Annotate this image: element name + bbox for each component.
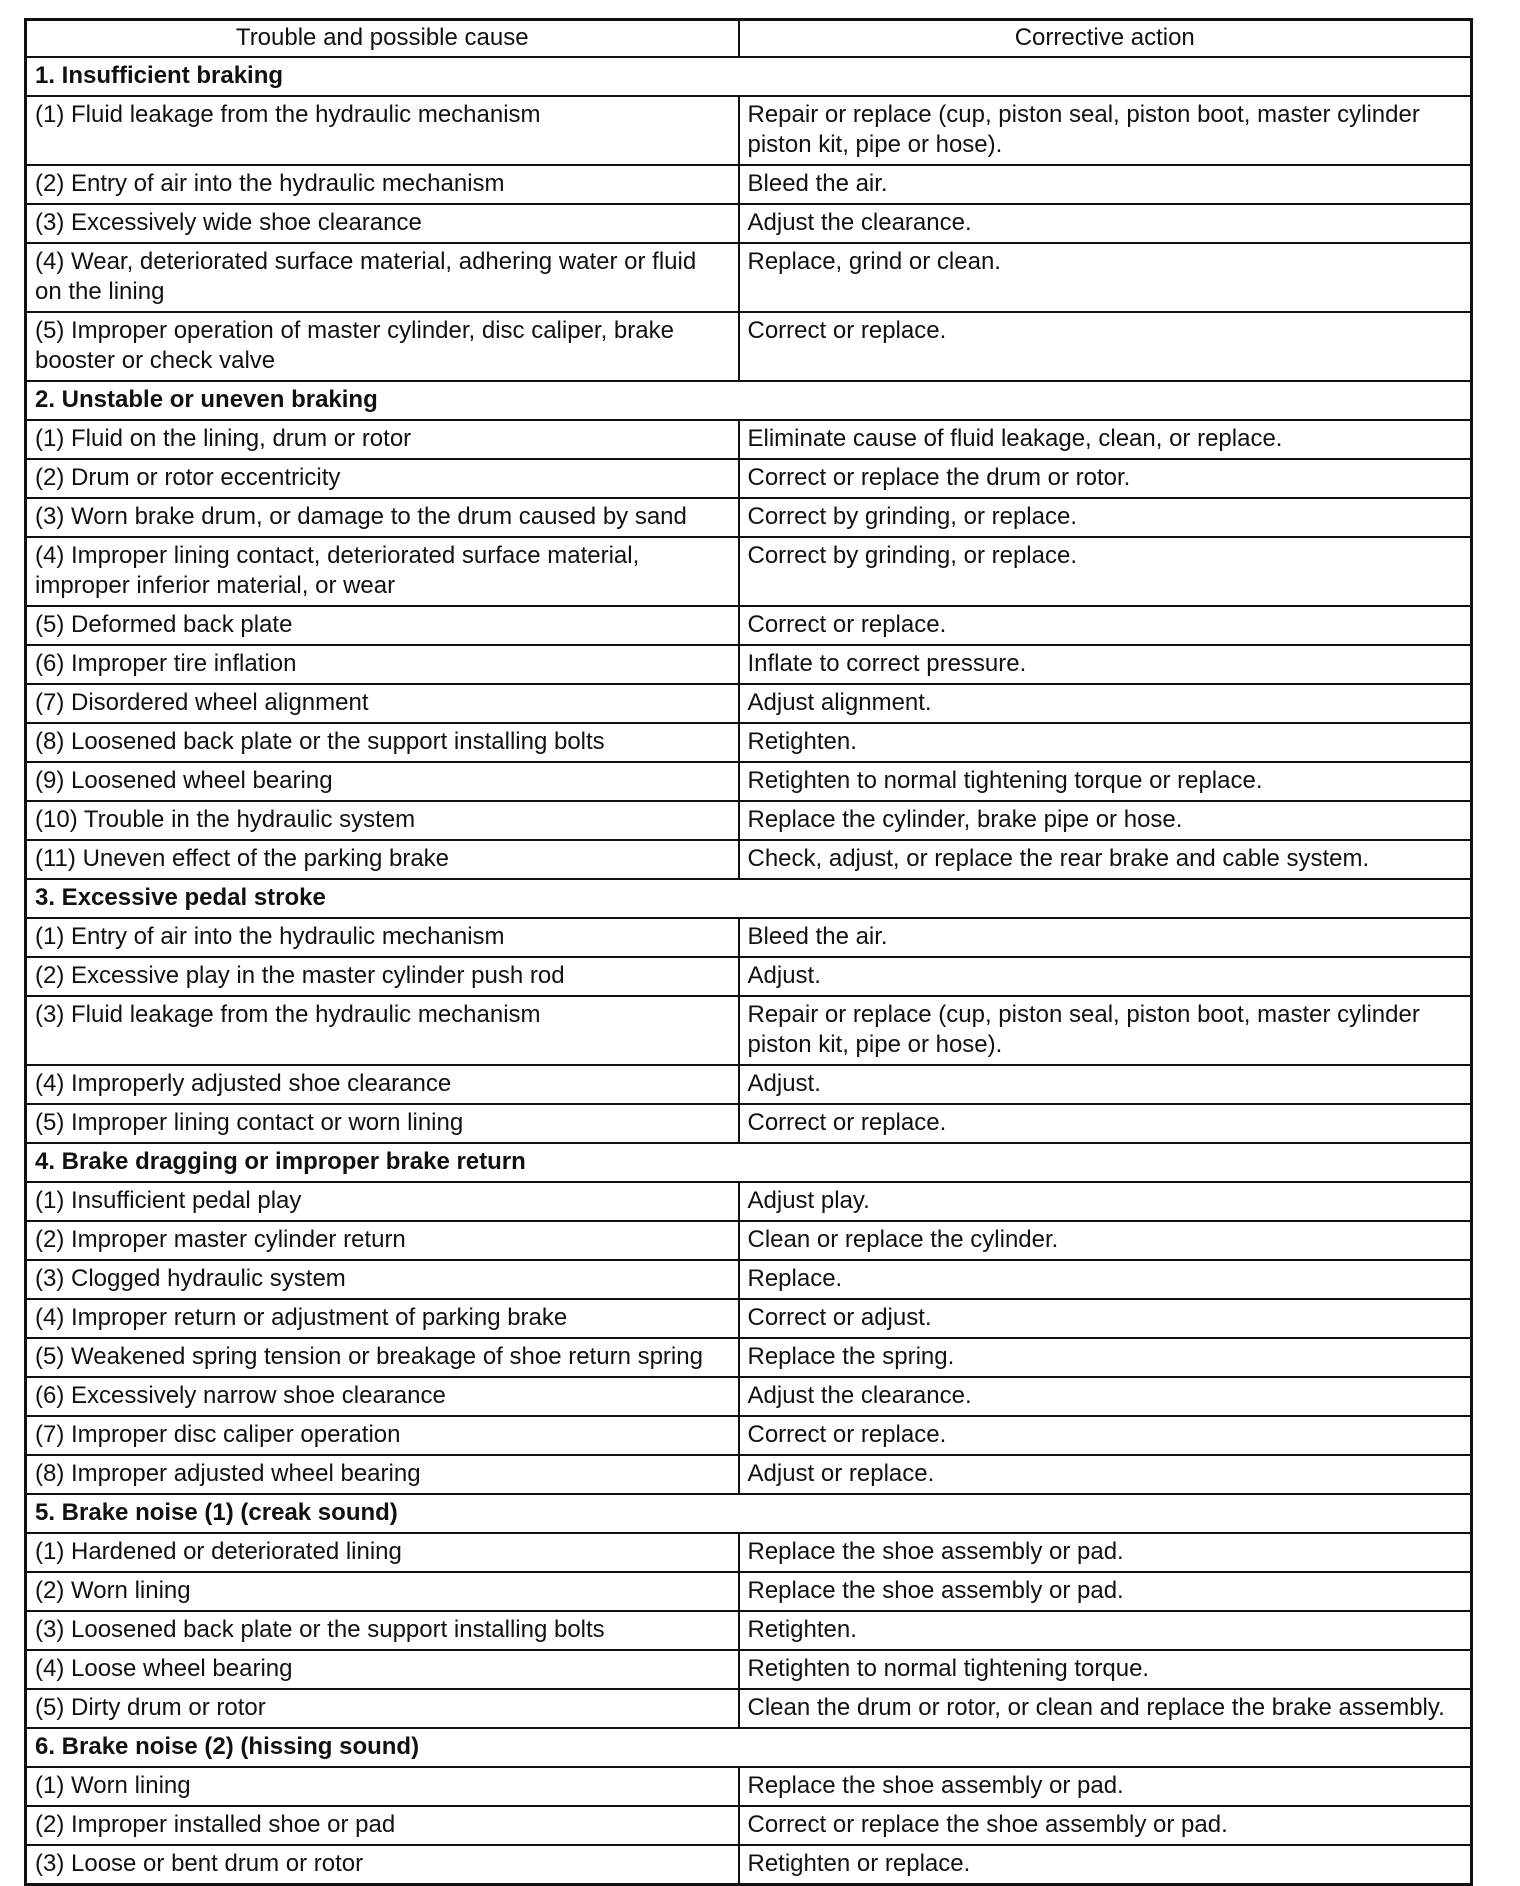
action-cell: Check, adjust, or replace the rear brake and cable system.: [739, 840, 1472, 879]
section-title: 6. Brake noise (2) (hissing sound): [26, 1728, 1472, 1767]
action-cell: Correct or replace the drum or rotor.: [739, 459, 1472, 498]
table-row: [26, 1806, 1472, 1845]
action-cell: Replace, grind or clean.: [739, 243, 1472, 312]
table-body: [26, 57, 1472, 1885]
cause-cell: (1) Fluid leakage from the hydraulic mechanism: [26, 96, 739, 165]
action-cell: Adjust play.: [739, 1182, 1472, 1221]
table-row: [26, 1260, 1472, 1299]
action-cell: Correct or replace.: [739, 312, 1472, 381]
cause-cell: (3) Worn brake drum, or damage to the drum caused by sand: [26, 498, 739, 537]
action-cell: Retighten to normal tightening torque or replace.: [739, 762, 1472, 801]
action-cell: Inflate to correct pressure.: [739, 645, 1472, 684]
action-cell: Clean or replace the cylinder.: [739, 1221, 1472, 1260]
action-cell: Correct or replace.: [739, 1416, 1472, 1455]
table-row: [26, 1377, 1472, 1416]
cause-cell: (2) Improper master cylinder return: [26, 1221, 739, 1260]
action-cell: Repair or replace (cup, piston seal, piston boot, master cylinder piston kit, pipe or hose).: [739, 96, 1472, 165]
header-action: Corrective action: [739, 20, 1472, 58]
table-row: [26, 165, 1472, 204]
action-cell: Adjust the clearance.: [739, 1377, 1472, 1416]
cause-cell: (10) Trouble in the hydraulic system: [26, 801, 739, 840]
action-cell: Retighten to normal tightening torque.: [739, 1650, 1472, 1689]
table-row: [26, 762, 1472, 801]
cause-cell: (5) Dirty drum or rotor: [26, 1689, 739, 1728]
cause-cell: (5) Improper lining contact or worn lining: [26, 1104, 739, 1143]
action-cell: Correct or replace.: [739, 606, 1472, 645]
table-row: [26, 840, 1472, 879]
action-cell: Correct or adjust.: [739, 1299, 1472, 1338]
table-row: [26, 96, 1472, 165]
action-cell: Retighten.: [739, 1611, 1472, 1650]
action-cell: Retighten.: [739, 723, 1472, 762]
action-cell: Adjust.: [739, 957, 1472, 996]
table-row: [26, 1065, 1472, 1104]
action-cell: Bleed the air.: [739, 918, 1472, 957]
cause-cell: (1) Hardened or deteriorated lining: [26, 1533, 739, 1572]
cause-cell: (3) Loose or bent drum or rotor: [26, 1845, 739, 1885]
action-cell: Eliminate cause of fluid leakage, clean, or replace.: [739, 420, 1472, 459]
table-row: [26, 723, 1472, 762]
cause-cell: (1) Fluid on the lining, drum or rotor: [26, 420, 739, 459]
table-row: [26, 957, 1472, 996]
cause-cell: (5) Deformed back plate: [26, 606, 739, 645]
cause-cell: (4) Wear, deteriorated surface material, adhering water or fluid on the lining: [26, 243, 739, 312]
table-row: [26, 1845, 1472, 1885]
action-cell: Clean the drum or rotor, or clean and replace the brake assembly.: [739, 1689, 1472, 1728]
table-row: [26, 1611, 1472, 1650]
table-row: [26, 1533, 1472, 1572]
section-title: 4. Brake dragging or improper brake return: [26, 1143, 1472, 1182]
cause-cell: (4) Improperly adjusted shoe clearance: [26, 1065, 739, 1104]
section-title: 2. Unstable or uneven braking: [26, 381, 1472, 420]
header-row: [26, 20, 1472, 58]
action-cell: Adjust alignment.: [739, 684, 1472, 723]
action-cell: Replace the shoe assembly or pad.: [739, 1533, 1472, 1572]
table-row: [26, 918, 1472, 957]
table-row: [26, 1767, 1472, 1806]
section-title: 1. Insufficient braking: [26, 57, 1472, 96]
action-cell: Correct or replace.: [739, 1104, 1472, 1143]
section-row: [26, 879, 1472, 918]
cause-cell: (1) Worn lining: [26, 1767, 739, 1806]
section-title: 3. Excessive pedal stroke: [26, 879, 1472, 918]
cause-cell: (2) Excessive play in the master cylinder push rod: [26, 957, 739, 996]
table-row: [26, 684, 1472, 723]
action-cell: Replace the cylinder, brake pipe or hose.: [739, 801, 1472, 840]
cause-cell: (6) Improper tire inflation: [26, 645, 739, 684]
troubleshooting-table-container: [24, 18, 1470, 1886]
table-row: [26, 1416, 1472, 1455]
action-cell: Replace the shoe assembly or pad.: [739, 1767, 1472, 1806]
section-row: [26, 1143, 1472, 1182]
table-row: [26, 606, 1472, 645]
section-row: [26, 1494, 1472, 1533]
table-row: [26, 1689, 1472, 1728]
cause-cell: (7) Improper disc caliper operation: [26, 1416, 739, 1455]
table-row: [26, 996, 1472, 1065]
cause-cell: (1) Insufficient pedal play: [26, 1182, 739, 1221]
action-cell: Adjust or replace.: [739, 1455, 1472, 1494]
table-row: [26, 204, 1472, 243]
cause-cell: (3) Loosened back plate or the support installing bolts: [26, 1611, 739, 1650]
table-row: [26, 1182, 1472, 1221]
cause-cell: (3) Clogged hydraulic system: [26, 1260, 739, 1299]
cause-cell: (2) Entry of air into the hydraulic mechanism: [26, 165, 739, 204]
section-row: [26, 381, 1472, 420]
cause-cell: (7) Disordered wheel alignment: [26, 684, 739, 723]
table-row: [26, 1221, 1472, 1260]
cause-cell: (2) Improper installed shoe or pad: [26, 1806, 739, 1845]
cause-cell: (2) Worn lining: [26, 1572, 739, 1611]
action-cell: Adjust.: [739, 1065, 1472, 1104]
table-row: [26, 1104, 1472, 1143]
cause-cell: (6) Excessively narrow shoe clearance: [26, 1377, 739, 1416]
table-row: [26, 312, 1472, 381]
action-cell: Bleed the air.: [739, 165, 1472, 204]
action-cell: Replace.: [739, 1260, 1472, 1299]
cause-cell: (1) Entry of air into the hydraulic mechanism: [26, 918, 739, 957]
table-row: [26, 459, 1472, 498]
table-row: [26, 243, 1472, 312]
table-row: [26, 1299, 1472, 1338]
header-cause: Trouble and possible cause: [26, 20, 739, 58]
table-row: [26, 645, 1472, 684]
cause-cell: (4) Improper return or adjustment of parking brake: [26, 1299, 739, 1338]
action-cell: Replace the shoe assembly or pad.: [739, 1572, 1472, 1611]
cause-cell: (8) Loosened back plate or the support installing bolts: [26, 723, 739, 762]
action-cell: Adjust the clearance.: [739, 204, 1472, 243]
table-row: [26, 1650, 1472, 1689]
table-row: [26, 498, 1472, 537]
section-row: [26, 1728, 1472, 1767]
cause-cell: (5) Improper operation of master cylinder, disc caliper, brake booster or check valve: [26, 312, 739, 381]
table-row: [26, 537, 1472, 606]
cause-cell: (11) Uneven effect of the parking brake: [26, 840, 739, 879]
action-cell: Correct or replace the shoe assembly or pad.: [739, 1806, 1472, 1845]
action-cell: Retighten or replace.: [739, 1845, 1472, 1885]
cause-cell: (2) Drum or rotor eccentricity: [26, 459, 739, 498]
action-cell: Correct by grinding, or replace.: [739, 498, 1472, 537]
cause-cell: (3) Excessively wide shoe clearance: [26, 204, 739, 243]
table-row: [26, 1572, 1472, 1611]
table-row: [26, 801, 1472, 840]
table-row: [26, 1455, 1472, 1494]
cause-cell: (4) Improper lining contact, deteriorated surface material, improper inferior material, or wear: [26, 537, 739, 606]
cause-cell: (8) Improper adjusted wheel bearing: [26, 1455, 739, 1494]
table-row: [26, 420, 1472, 459]
cause-cell: (5) Weakened spring tension or breakage of shoe return spring: [26, 1338, 739, 1377]
section-row: [26, 57, 1472, 96]
troubleshooting-table: [24, 18, 1473, 1886]
action-cell: Correct by grinding, or replace.: [739, 537, 1472, 606]
cause-cell: (3) Fluid leakage from the hydraulic mechanism: [26, 996, 739, 1065]
section-title: 5. Brake noise (1) (creak sound): [26, 1494, 1472, 1533]
cause-cell: (9) Loosened wheel bearing: [26, 762, 739, 801]
action-cell: Replace the spring.: [739, 1338, 1472, 1377]
table-row: [26, 1338, 1472, 1377]
cause-cell: (4) Loose wheel bearing: [26, 1650, 739, 1689]
action-cell: Repair or replace (cup, piston seal, piston boot, master cylinder piston kit, pipe or hose).: [739, 996, 1472, 1065]
